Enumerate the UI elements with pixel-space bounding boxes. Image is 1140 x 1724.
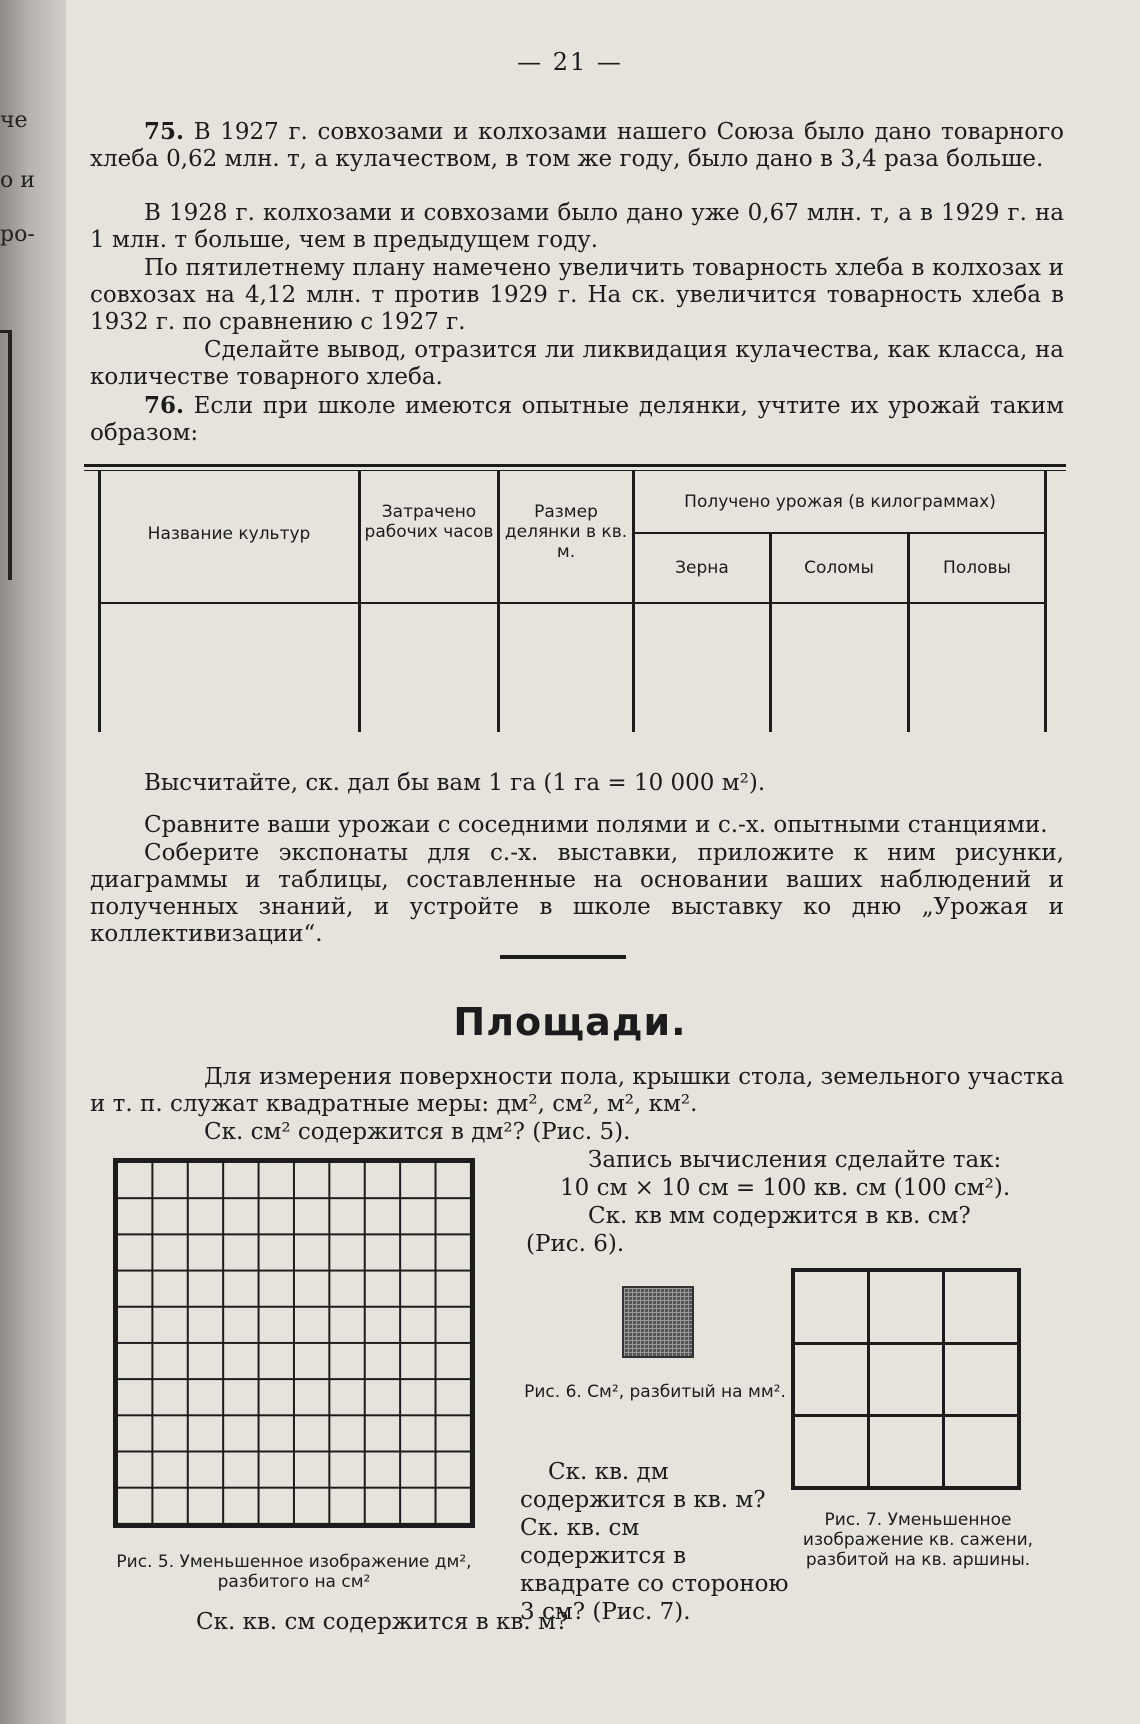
figure-7-line (795, 1414, 1017, 1417)
figure-7-caption: Рис. 7. Уменьшенное изображение кв. сажени, разбитой на кв. аршины. (802, 1510, 1034, 1570)
page-number: — 21 — (517, 48, 623, 76)
figure-7-line (942, 1272, 945, 1486)
figure-6-caption: Рис. 6. См², разбитый на мм². (524, 1382, 786, 1402)
gutter-fragment-2: о и (0, 168, 35, 193)
compare-instruction: Сравните ваши урожаи с соседними полями и с.-х. опытными станциями. (144, 812, 1048, 838)
question-mm2-ref: (Рис. 6). (526, 1231, 625, 1257)
problem-75-text-1: В 1927 г. совхозами и колхозами нашего Союза было дано товарного хлеба 0,62 млн. т, а кулачеством, в том же году, было дано в 3,4 раза больше. (90, 119, 1065, 172)
gutter-mark-vertical (8, 330, 12, 580)
table-header-rule (100, 602, 1046, 604)
problem-75-number: 75. (144, 118, 185, 145)
figure-7-grid (791, 1268, 1021, 1490)
table-border-left (98, 470, 101, 732)
header-plot-size: Размер делянки в кв. м. (504, 502, 628, 562)
areas-intro: Для измерения поверхности пола, крышки стола, земельного участка и т. п. служат квадратные меры: дм², см², м², км². (90, 1064, 1064, 1117)
exhibit-instruction: Соберите экспонаты для с.-х. выставки, приложите к ним рисунки, диаграммы и таблицы, составленные на основании ваших наблюдений и полученных знаний, и устройте в школе выставку ко дню „Урожая и коллективизации“. (90, 840, 1064, 947)
section-title: Площади. (453, 1000, 687, 1044)
table-divider (358, 470, 361, 732)
problem-75-paragraph-1 (90, 118, 1064, 173)
table-top-rule-thin (84, 470, 1066, 471)
problem-76-paragraph (90, 392, 1064, 447)
problem-75-conclusion: Сделайте вывод, отразится ли ликвидация кулачества, как класса, на количестве товарного хлеба. (90, 337, 1064, 390)
table-divider (632, 470, 635, 732)
question-cm2-in-dm2: Ск. см² содержится в дм²? (Рис. 5). (204, 1119, 631, 1145)
header-straw: Соломы (804, 558, 874, 578)
question-dm2-in-m2: Ск. кв. дм содержится в кв. м? (520, 1459, 766, 1513)
figure-7-line (795, 1342, 1017, 1345)
header-work-hours: Затрачено рабочих часов (364, 502, 494, 542)
record-example: 10 см × 10 см = 100 кв. см (100 см²). (560, 1175, 1011, 1201)
table-divider (769, 532, 772, 732)
problem-75-paragraph-2: В 1928 г. колхозами и совхозами было дано уже 0,67 млн. т, а в 1929 г. на 1 млн. т больше, чем в предыдущем году. (90, 200, 1064, 253)
table-subheader-rule (635, 532, 1045, 534)
header-yield: Получено урожая (в килограммах) (684, 492, 996, 512)
section-divider (500, 955, 626, 959)
book-gutter (0, 0, 66, 1724)
figure-5-grid (113, 1158, 475, 1528)
header-grain: Зерна (675, 558, 729, 578)
figure-6-mm-square (622, 1286, 694, 1358)
gutter-fragment-3: ро- (0, 222, 35, 247)
question-cm2-in-square: Ск. кв. см содержится в квадрате со стороною 3 см? (Рис. 7). (520, 1515, 789, 1625)
problem-76-text: Если при школе имеются опытные делянки, учтите их урожай таким образом: (90, 393, 1065, 446)
header-crop-name: Название культур (147, 524, 311, 544)
record-instruction: Запись вычисления сделайте так: (588, 1147, 1002, 1173)
table-divider (497, 470, 500, 732)
table-border-right (1044, 470, 1047, 732)
figure-7-line (867, 1272, 870, 1486)
problem-76-number: 76. (144, 392, 185, 419)
table-top-rule (84, 464, 1066, 467)
figure-5-caption: Рис. 5. Уменьшенное изображение дм², разбитого на см² (116, 1552, 472, 1592)
gutter-fragment-1: че (0, 108, 28, 133)
question-mm2-in-cm2: Ск. кв мм содержится в кв. см? (588, 1203, 971, 1229)
calc-instruction: Высчитайте, ск. дал бы вам 1 га (1 га = 10 000 м²). (144, 770, 766, 796)
table-divider (907, 532, 910, 732)
question-cm2-in-m2: Ск. кв. см содержится в кв. м? (196, 1609, 569, 1635)
header-chaff: Половы (943, 558, 1011, 578)
problem-75-paragraph-3: По пятилетнему плану намечено увеличить товарность хлеба в колхозах и совхозах на 4,12 млн. т против 1929 г. На ск. увеличится товарность хлеба в 1932 г. по сравнению с 1927 г. (90, 255, 1064, 335)
